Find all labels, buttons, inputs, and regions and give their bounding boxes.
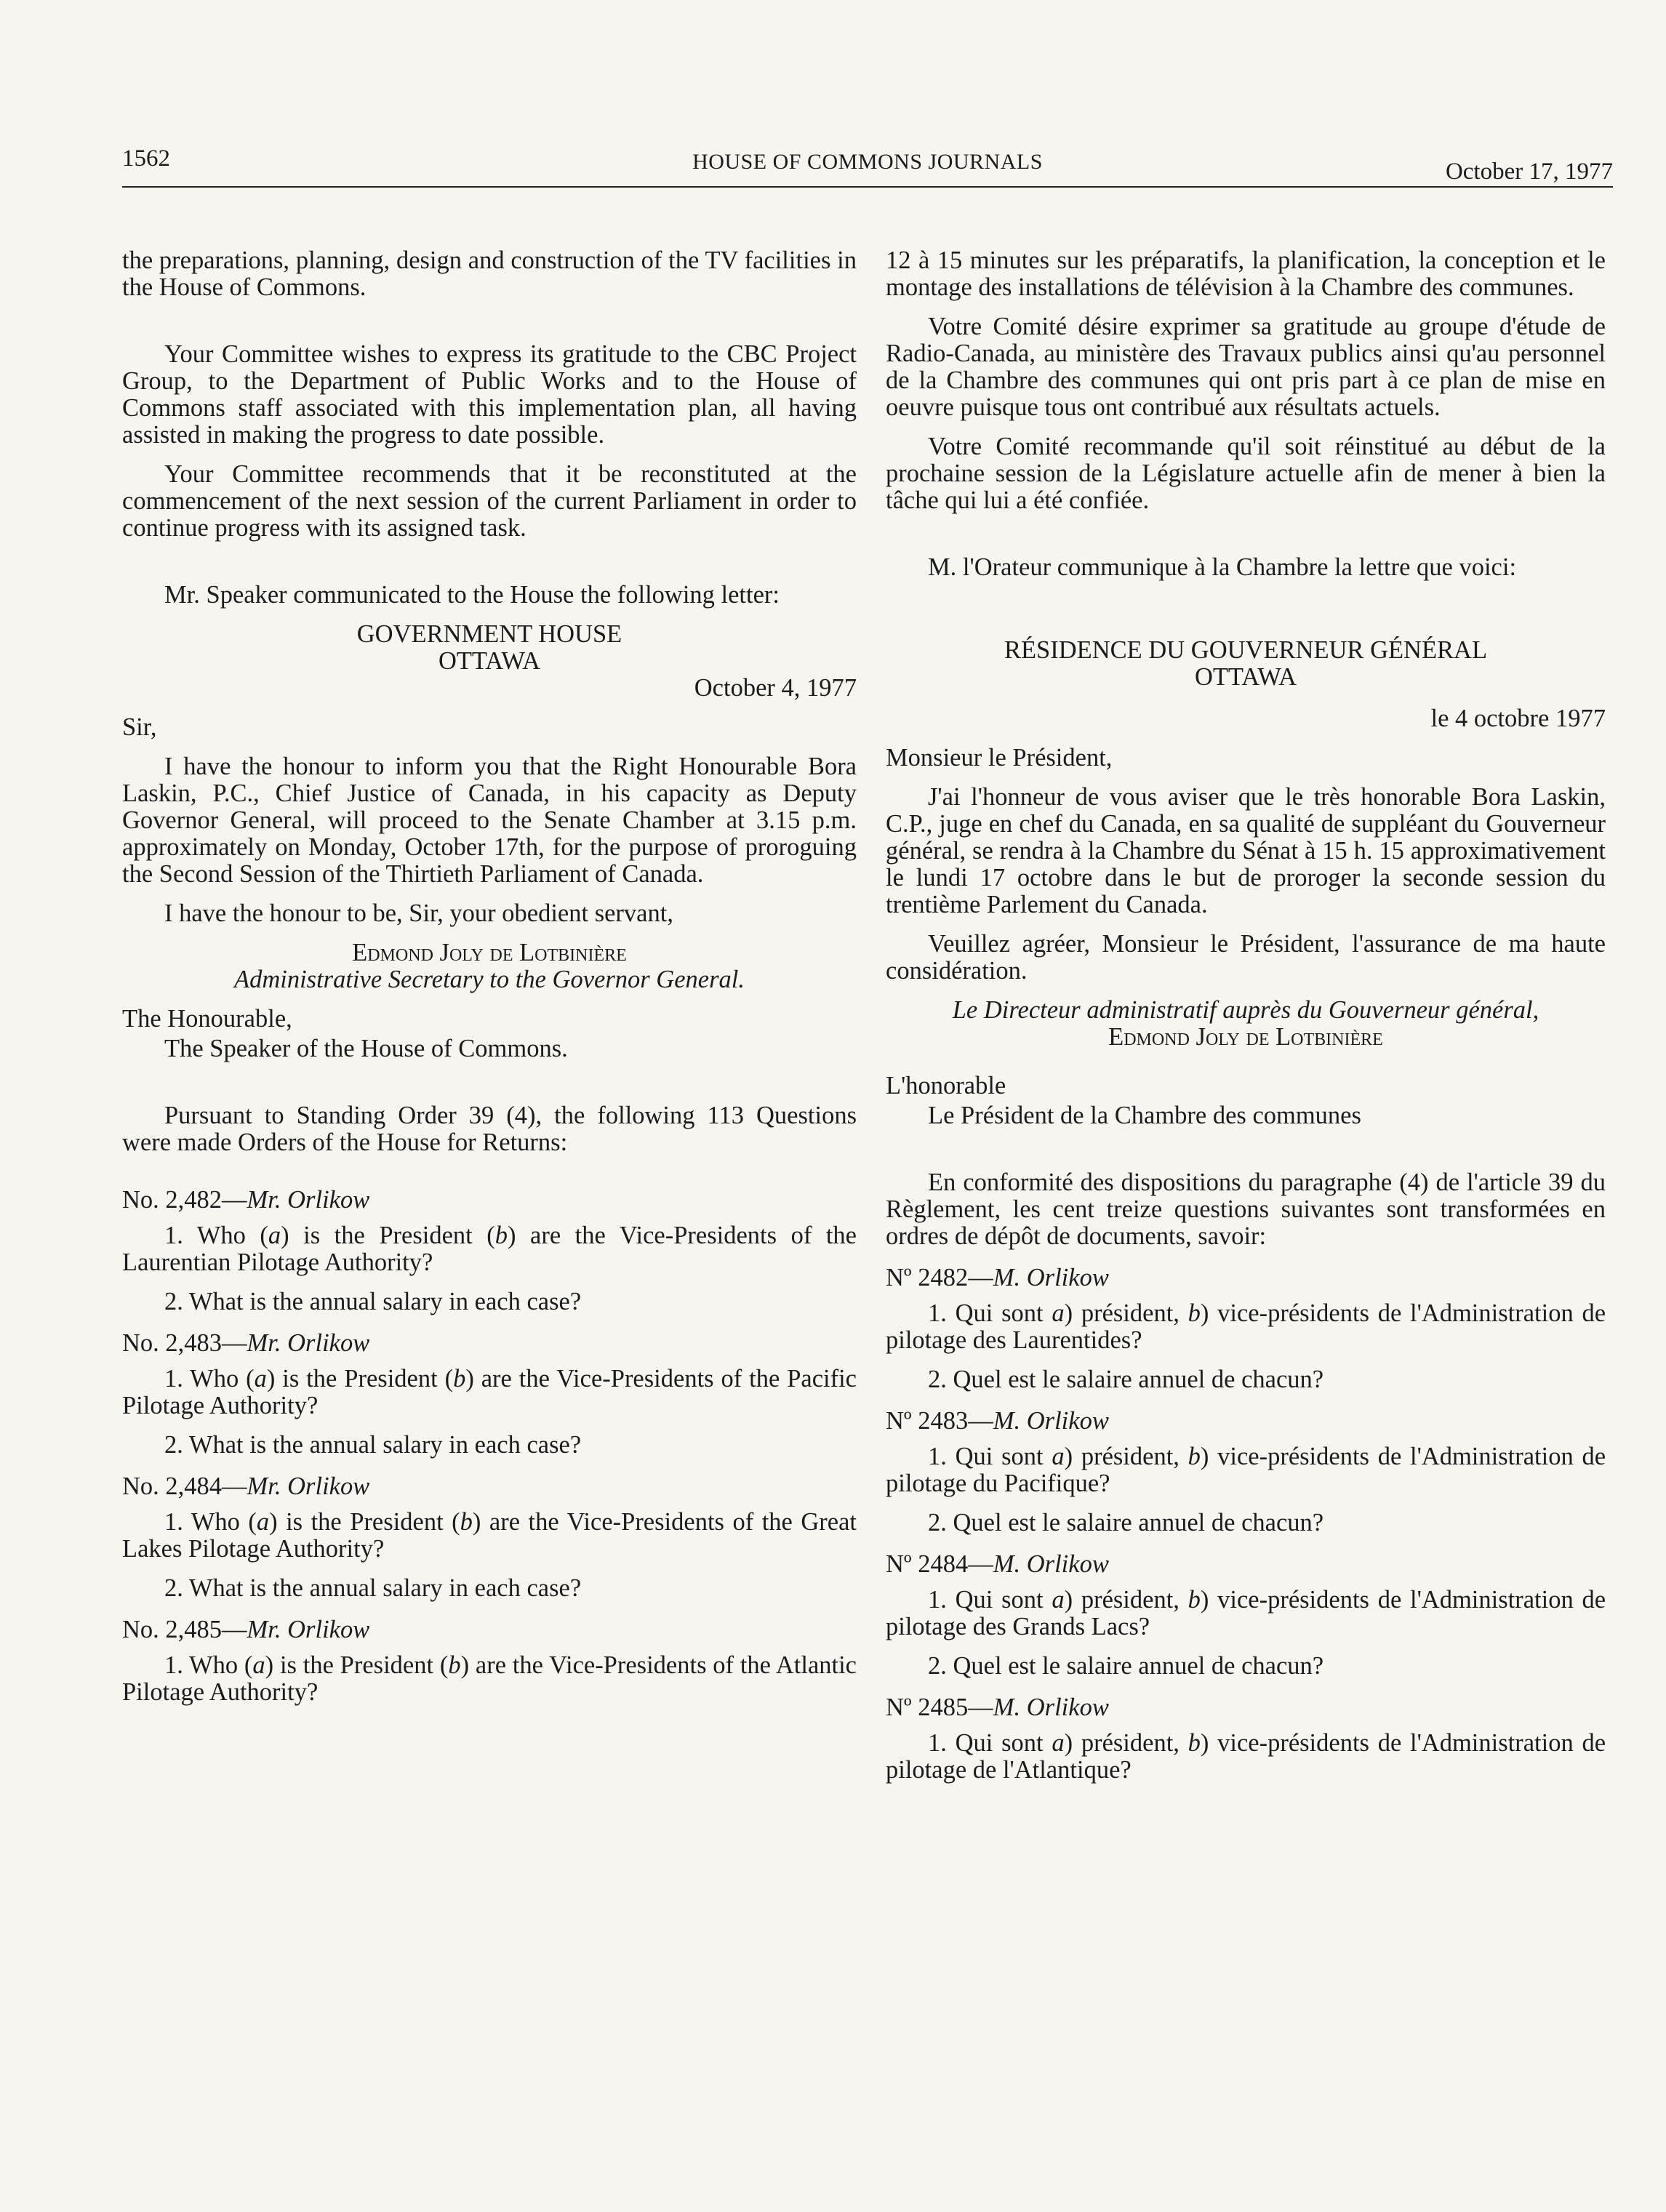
question-block: [122, 1616, 857, 1706]
question-text: 1. Qui sont a) président, b) vice-présidents de l'Administration de pilotage de l'Atlantique?: [886, 1729, 1606, 1784]
question-number: Nº 2483—M. Orlikow: [886, 1407, 1109, 1435]
member-name: Mr. Orlikow: [247, 1616, 370, 1643]
question-number: Nº 2484—M. Orlikow: [886, 1550, 1109, 1578]
letter-body: I have the honour to inform you that the Right Honourable Bora Laskin, P.C., Chief Justice of Canada, in his capacity as Deputy Governor General, will proceed to the Senate Chamber at 3.15 p.m. approximately on Monday, October 17th, for the purpose of proroguing the Second Session of the Thirtieth Parliament of Canada.: [122, 753, 857, 888]
question-text: 1. Qui sont a) président, b) vice-présidents de l'Administration de pilotage des Grands Lacs?: [886, 1586, 1606, 1640]
question-number: No. 2,483—Mr. Orlikow: [122, 1329, 370, 1357]
french-column: [886, 247, 1606, 1796]
question-block: [886, 1408, 1606, 1536]
paragraph: the preparations, planning, design and construction of the TV facilities in the House of Commons.: [122, 247, 857, 301]
question-text: 1. Who (a) is the President (b) are the Vice-Presidents of the Atlantic Pilotage Authority?: [122, 1651, 857, 1706]
addressee: The Speaker of the House of Commons.: [164, 1035, 568, 1062]
paragraph: Your Committee recommends that it be reconstituted at the commencement of the next session of the current Parliament in order to continue progress with its assigned task.: [122, 460, 857, 542]
letterhead: GOVERNMENT HOUSE: [356, 620, 622, 648]
letter-date: le 4 octobre 1977: [1430, 705, 1606, 732]
letter-closing: Veuillez agréer, Monsieur le Président, l'assurance de ma haute considération.: [886, 930, 1606, 985]
question-number: No. 2,482—Mr. Orlikow: [122, 1186, 370, 1214]
question-text: 2. What is the annual salary in each case?: [164, 1288, 582, 1315]
member-name: Mr. Orlikow: [247, 1329, 370, 1357]
letterhead: RÉSIDENCE DU GOUVERNEUR GÉNÉRAL: [1004, 636, 1488, 664]
question-block: [886, 1694, 1606, 1784]
page-header: [122, 145, 1613, 189]
question-text: 2. What is the annual salary in each case?: [164, 1574, 582, 1602]
salutation: Sir,: [122, 713, 157, 741]
member-name: Mr. Orlikow: [247, 1186, 370, 1214]
question-number: Nº 2482—M. Orlikow: [886, 1264, 1109, 1291]
question-text: 2. What is the annual salary in each case?: [164, 1431, 582, 1459]
member-name: M. Orlikow: [993, 1264, 1109, 1291]
journal-date: October 17, 1977: [1445, 159, 1613, 185]
journal-title: HOUSE OF COMMONS JOURNALS: [692, 150, 1043, 174]
paragraph: Mr. Speaker communicated to the House the following letter:: [164, 581, 780, 609]
letter-date: October 4, 1977: [694, 674, 857, 702]
question-text: 2. Quel est le salaire annuel de chacun?: [928, 1652, 1324, 1680]
paragraph: En conformité des dispositions du paragraphe (4) de l'article 39 du Règlement, les cent treize questions suivantes sont transformées en ordres de dépôt de documents, savoir:: [886, 1169, 1606, 1250]
question-number: Nº 2485—M. Orlikow: [886, 1694, 1109, 1721]
member-name: M. Orlikow: [993, 1694, 1109, 1721]
paragraph: M. l'Orateur communique à la Chambre la lettre que voici:: [928, 553, 1517, 581]
addressee: The Honourable,: [122, 1005, 292, 1033]
english-column: [122, 247, 857, 1718]
signer-name: Edmond Joly de Lotbinière: [1108, 1023, 1383, 1051]
paragraph: Votre Comité recommande qu'il soit réinstitué au début de la prochaine session de la Législature actuelle afin de mener à bien la tâche qui lui a été confiée.: [886, 433, 1606, 514]
member-name: M. Orlikow: [993, 1407, 1109, 1435]
paragraph: Your Committee wishes to express its gratitude to the CBC Project Group, to the Department of Public Works and to the House of Commons staff associated with this implementation plan, all having assisted in making the progress to date possible.: [122, 340, 857, 449]
paragraph: Pursuant to Standing Order 39 (4), the following 113 Questions were made Orders of the House for Returns:: [122, 1102, 857, 1156]
paragraph: 12 à 15 minutes sur les préparatifs, la planification, la conception et le montage des installations de télévision à la Chambre des communes.: [886, 247, 1606, 301]
salutation: Monsieur le Président,: [886, 744, 1113, 772]
question-block: [122, 1330, 857, 1459]
question-block: [122, 1187, 857, 1315]
signer-title: Le Directeur administratif auprès du Gouverneur général,: [952, 996, 1539, 1024]
signer-name: Edmond Joly de Lotbinière: [352, 939, 627, 966]
header-rule: [122, 186, 1613, 188]
question-text: 1. Who (a) is the President (b) are the Vice-Presidents of the Laurentian Pilotage Authority?: [122, 1222, 857, 1276]
letterhead-city: OTTAWA: [1194, 663, 1297, 691]
question-block: [886, 1551, 1606, 1680]
question-number: No. 2,484—Mr. Orlikow: [122, 1472, 370, 1500]
question-text: 1. Qui sont a) président, b) vice-présidents de l'Administration de pilotage des Laurentides?: [886, 1299, 1606, 1354]
question-block: [122, 1473, 857, 1602]
question-text: 1. Who (a) is the President (b) are the Vice-Presidents of the Pacific Pilotage Authority?: [122, 1365, 857, 1419]
question-block: [886, 1265, 1606, 1393]
question-text: 2. Quel est le salaire annuel de chacun?: [928, 1509, 1324, 1536]
question-number: No. 2,485—Mr. Orlikow: [122, 1616, 370, 1643]
addressee: L'honorable: [886, 1072, 1006, 1099]
member-name: M. Orlikow: [993, 1550, 1109, 1578]
signer-title: Administrative Secretary to the Governor General.: [234, 966, 745, 993]
member-name: Mr. Orlikow: [247, 1472, 370, 1500]
paragraph: Votre Comité désire exprimer sa gratitude au groupe d'étude de Radio-Canada, au ministère des Travaux publics ainsi qu'au personnel de la Chambre des communes qui ont pris part à ce plan de mise en oeuvre puisque tous ont contribué aux résultats actuels.: [886, 313, 1606, 421]
question-text: 1. Who (a) is the President (b) are the Vice-Presidents of the Great Lakes Pilotage Authority?: [122, 1508, 857, 1563]
question-text: 2. Quel est le salaire annuel de chacun?: [928, 1366, 1324, 1393]
question-text: 1. Qui sont a) président, b) vice-présidents de l'Administration de pilotage du Pacifique?: [886, 1443, 1606, 1497]
letter-body: J'ai l'honneur de vous aviser que le très honorable Bora Laskin, C.P., juge en chef du Canada, en sa qualité de suppléant du Gouverneur général, se rendra à la Chambre du Sénat à 15 h. 15 approximativement le lundi 17 octobre dans le but de proroger la seconde session du trentième Parlement du Canada.: [886, 783, 1606, 918]
addressee: Le Président de la Chambre des communes: [928, 1102, 1361, 1129]
page-number: 1562: [122, 145, 170, 172]
letterhead-city: OTTAWA: [438, 647, 541, 675]
letter-closing: I have the honour to be, Sir, your obedient servant,: [164, 899, 673, 927]
